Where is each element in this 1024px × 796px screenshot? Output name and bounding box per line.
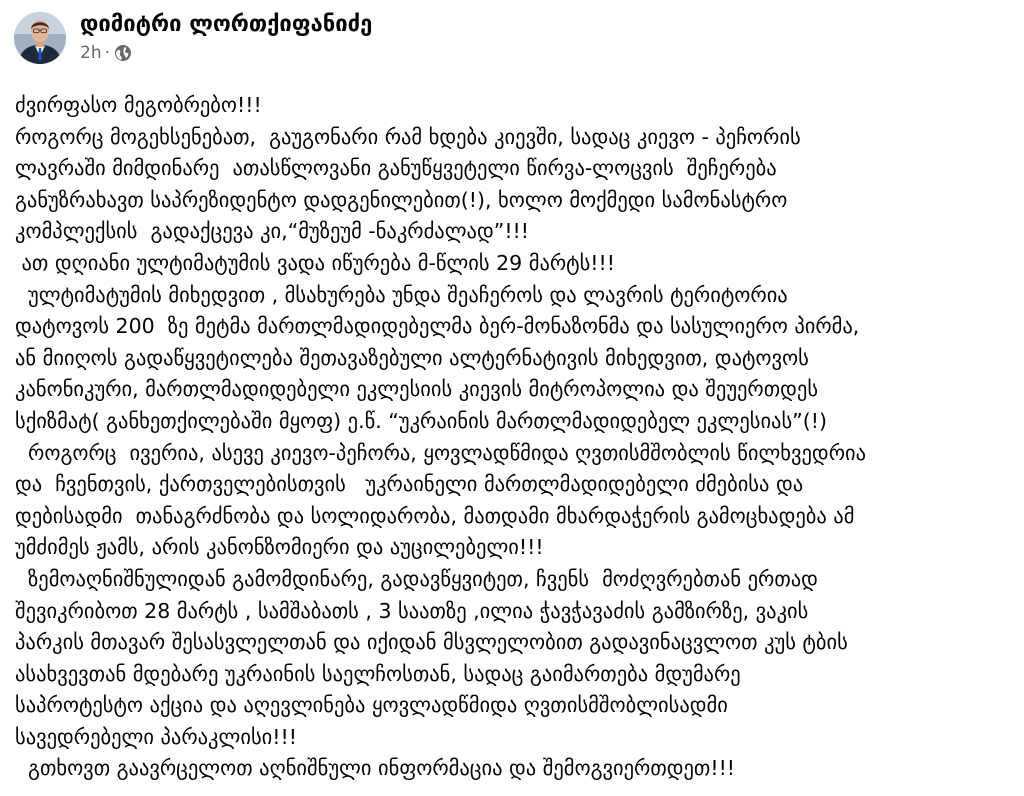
post-timestamp[interactable]: 2h	[80, 43, 102, 63]
post-text-line: ასახვევთან მდებარე უკრაინის საელჩოსთან, სადაც გაიმართება მდუმარე	[15, 661, 741, 686]
post-text-line: უმძიმეს ჟამს, არის კანონზომიერი და აუცილებელი!!!	[15, 535, 544, 560]
meta-separator: ·	[104, 43, 110, 63]
post-text-line: ულტიმატუმის მიხედვით , მსახურება უნდა შეაჩეროს და ლავრის ტერიტორია	[15, 282, 788, 307]
post-text-line: განუზრახავთ საპრეზიდენტო დადგენილებით(!), ხოლო მოქმედი სამონასტრო	[15, 187, 788, 212]
author-name[interactable]: დიმიტრი ლორთქიფანიძე	[80, 12, 373, 37]
post-text-line: შევიკრიბოთ 28 მარტს , სამშაბათს , 3 საათზე ,ილია ჭავჭავაძის გამზირზე, ვაკის	[15, 598, 809, 623]
post-text-line: ათ დღიანი ულტიმატუმის ვადა იწურება მ-წლის 29 მარტს!!!	[15, 250, 615, 275]
post-text-line: ან მიიღოს გადაწყვეტილება შეთავაზებული ალტერნატივის მიხედვით, დატოვოს	[15, 345, 809, 370]
post-meta	[80, 41, 372, 65]
post-body	[14, 90, 1010, 785]
post-text-line: დებისადმი თანაგრძნობა და სოლიდარობა, მათდამი მხარდაჭერის გამოცხადება ამ	[15, 503, 855, 528]
post-text-line: ლავრაში მიმდინარე ათასწლოვანი განუწყვეტელი წირვა-ლოცვის შეჩერება	[15, 156, 777, 181]
post-text-line: ზემოაღნიშნულიდან გამომდინარე, გადავწყვიტეთ, ჩვენს მოძღვრებთან ერთად	[15, 566, 818, 591]
post-text-line: და ჩვენთვის, ქართველებისთვის უკრაინელი მართლმადიდებელი ძმებისა და	[15, 472, 804, 497]
globe-icon[interactable]	[114, 44, 132, 62]
post-header-text	[80, 10, 372, 65]
post-text-line: პარკის მთავარ შესასვლელთან და იქიდან მსვლელობით გადავინაცვლოთ კუს ტბის	[15, 630, 848, 655]
post-text-line: როგორც ივერია, ასევე კიევო-პეჩორა, ყოვლადწმიდა ღვთისმშობლის წილხვედრია	[15, 440, 867, 465]
post-text-line: კომპლექსის გადაქცევა კი,“მუზეუმ -ნაკრძალად”!!!	[15, 219, 529, 244]
post-text-line: სავედრებელი პარაკლისი!!!	[15, 724, 297, 749]
post-text-line: როგორც მოგეხსენებათ, გაუგონარი რამ ხდება კიევში, სადაც კიევო - პეჩორის	[15, 124, 801, 149]
avatar-photo	[14, 12, 66, 64]
post-text-line: საპროტესტო აქცია და აღევლინება ყოვლადწმიდა ღვთისმშობლისადმი	[15, 693, 728, 718]
post-header	[14, 10, 1010, 82]
author-avatar[interactable]	[14, 12, 66, 64]
post-text-line: კანონიკური, მართლმადიდებელი ეკლესიის კიევის მიტროპოლია და შეუერთდეს	[15, 377, 819, 402]
post-text-line: დატოვოს 200 ზე მეტმა მართლმადიდებელმა ბერ-მონაზონმა და სასულიერო პირმა,	[15, 314, 860, 339]
post-text-line: სქიზმატ( განხეთქილებაში მყოფ) ე.წ. “უკრაინის მართლმადიდებელ ეკლესიას”(!)	[15, 408, 828, 433]
post-text-line: გთხოვთ გაავრცელოთ აღნიშნული ინფორმაცია და შემოგვიერთდეთ!!!	[15, 756, 736, 781]
post-text-line: ძვირფასო მეგობრებო!!!	[15, 93, 262, 117]
